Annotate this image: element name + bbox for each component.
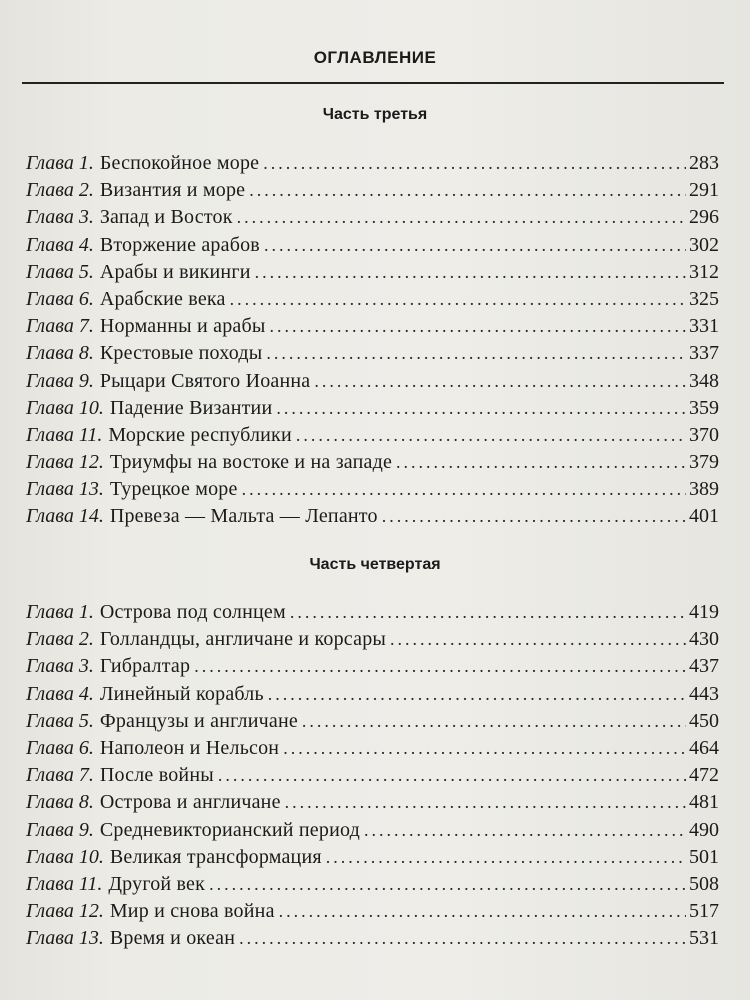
chapter-title: Французы и англичане: [99, 709, 298, 732]
chapter-label: Глава 7.: [26, 764, 94, 787]
chapter-label: Глава 13.: [26, 478, 104, 501]
chapter-title: Гибралтар: [99, 655, 191, 678]
dot-leader: [269, 313, 686, 340]
dot-leader: [194, 653, 686, 680]
chapter-label: Глава 14.: [26, 505, 104, 528]
chapter-title: Триумфы на востоке и на западе: [109, 451, 393, 474]
toc-entry[interactable]: [26, 395, 719, 422]
chapter-title: Другой век: [108, 872, 206, 895]
page-number: 490: [689, 818, 719, 841]
chapter-title: Вторжение арабов: [99, 233, 260, 256]
page-number: 481: [689, 791, 719, 814]
dot-leader: [209, 871, 686, 898]
chapter-label: Глава 8.: [26, 342, 94, 365]
chapter-label: Глава 9.: [26, 369, 94, 392]
toc-entry[interactable]: [26, 422, 719, 449]
page-number: 464: [689, 736, 719, 759]
chapter-title: Арабы и викинги: [99, 260, 251, 283]
chapter-title: Превеза — Мальта — Лепанто: [109, 505, 378, 528]
toc-entry[interactable]: [26, 681, 719, 708]
page-number: 325: [689, 287, 719, 310]
part-title: Часть третья: [322, 106, 428, 123]
chapter-label: Глава 1.: [26, 152, 94, 174]
chapter-title: Средневикторианский период: [99, 818, 360, 841]
page-number: 472: [689, 764, 719, 787]
dot-leader: [314, 368, 686, 395]
toc-entry[interactable]: [26, 599, 719, 626]
chapter-title: Падение Византии: [109, 396, 273, 419]
page-number: 401: [689, 505, 719, 528]
chapter-label: Глава 13.: [26, 927, 104, 950]
toc-entry[interactable]: [26, 503, 719, 530]
toc-entry[interactable]: [26, 340, 719, 367]
dot-leader: [237, 204, 686, 231]
chapter-title: Время и океан: [109, 927, 236, 950]
page-number: 296: [689, 206, 719, 229]
toc-entry[interactable]: [26, 177, 719, 204]
page-number: 508: [689, 872, 719, 895]
dot-leader: [326, 844, 686, 871]
chapter-label: Глава 3.: [26, 206, 94, 229]
dot-leader: [230, 286, 686, 313]
toc-entry[interactable]: [26, 817, 719, 844]
toc-entry[interactable]: [26, 925, 719, 952]
toc-entry[interactable]: [26, 476, 719, 503]
dot-leader: [239, 925, 686, 952]
dot-leader: [255, 259, 686, 286]
chapter-title: Острова и англичане: [99, 791, 281, 814]
page-number: 531: [689, 927, 719, 950]
chapter-label: Глава 5.: [26, 260, 94, 283]
chapter-title: После войны: [99, 764, 214, 787]
page-number: 370: [689, 423, 719, 446]
chapter-label: Глава 1.: [26, 601, 94, 623]
toc-entry[interactable]: [26, 204, 719, 231]
dot-leader: [263, 150, 686, 177]
toc-entry[interactable]: [26, 789, 719, 816]
toc-entry[interactable]: [26, 232, 719, 259]
chapter-label: Глава 6.: [26, 287, 94, 310]
page-number: 437: [689, 655, 719, 678]
toc-entry[interactable]: [26, 708, 719, 735]
chapter-title: Византия и море: [99, 179, 246, 202]
chapter-title: Норманны и арабы: [99, 315, 266, 338]
toc-entry[interactable]: [26, 735, 719, 762]
chapter-title: Голландцы, англичане и корсары: [99, 628, 387, 651]
chapter-label: Глава 11.: [26, 423, 103, 446]
page-number: 443: [689, 682, 719, 705]
chapter-label: Глава 4.: [26, 682, 94, 705]
chapter-label: Глава 3.: [26, 655, 94, 678]
toc-list-part-three: [26, 150, 719, 531]
dot-leader: [283, 735, 686, 762]
dot-leader: [290, 599, 686, 626]
page-number: 359: [689, 396, 719, 419]
chapter-label: Глава 11.: [26, 872, 103, 895]
toc-entry[interactable]: [26, 871, 719, 898]
toc-entry[interactable]: [26, 286, 719, 313]
chapter-title: Беспокойное море: [99, 152, 260, 174]
chapter-title: Великая трансформация: [109, 845, 322, 868]
running-head: ОГЛАВЛЕНИЕ: [313, 48, 437, 67]
chapter-label: Глава 4.: [26, 233, 94, 256]
chapter-label: Глава 6.: [26, 736, 94, 759]
chapter-title: Крестовые походы: [99, 342, 263, 365]
page-number: 450: [689, 709, 719, 732]
page-number: 331: [689, 315, 719, 338]
page-number: 517: [689, 900, 719, 923]
chapter-title: Морские республики: [108, 423, 292, 446]
chapter-title: Острова под солнцем: [99, 601, 286, 623]
dot-leader: [218, 762, 686, 789]
toc-entry[interactable]: [26, 150, 719, 177]
page-number: 337: [689, 342, 719, 365]
chapter-title: Турецкое море: [109, 478, 238, 501]
page-number: 302: [689, 233, 719, 256]
toc-entry[interactable]: [26, 368, 719, 395]
chapter-label: Глава 10.: [26, 845, 104, 868]
dot-leader: [268, 681, 686, 708]
dot-leader: [396, 449, 686, 476]
chapter-label: Глава 2.: [26, 628, 94, 651]
toc-entry[interactable]: [26, 259, 719, 286]
dot-leader: [266, 340, 686, 367]
chapter-label: Глава 5.: [26, 709, 94, 732]
chapter-title: Наполеон и Нельсон: [99, 736, 280, 759]
page-number: 283: [689, 152, 719, 174]
dot-leader: [285, 789, 686, 816]
page-number: 430: [689, 628, 719, 651]
chapter-label: Глава 12.: [26, 900, 104, 923]
dot-leader: [364, 817, 686, 844]
dot-leader: [264, 232, 686, 259]
page-number: 501: [689, 845, 719, 868]
dot-leader: [249, 177, 686, 204]
chapter-title: Рыцари Святого Иоанна: [99, 369, 311, 392]
page-number: 379: [689, 451, 719, 474]
dot-leader: [242, 476, 686, 503]
toc-entry[interactable]: [26, 898, 719, 925]
toc-entry[interactable]: [26, 762, 719, 789]
toc-entry[interactable]: [26, 449, 719, 476]
chapter-title: Арабские века: [99, 287, 226, 310]
dot-leader: [390, 626, 686, 653]
chapter-label: Глава 9.: [26, 818, 94, 841]
header-rule: [22, 82, 724, 84]
page-number: 348: [689, 369, 719, 392]
chapter-title: Мир и снова война: [109, 900, 275, 923]
page-number: 419: [689, 601, 719, 623]
dot-leader: [382, 503, 686, 530]
chapter-label: Глава 2.: [26, 179, 94, 202]
page-number: 291: [689, 179, 719, 202]
dot-leader: [276, 395, 686, 422]
chapter-label: Глава 10.: [26, 396, 104, 419]
toc-list-part-four: [26, 599, 719, 952]
page-number: 312: [689, 260, 719, 283]
toc-entry[interactable]: [26, 313, 719, 340]
chapter-label: Глава 12.: [26, 451, 104, 474]
page-number: 389: [689, 478, 719, 501]
chapter-label: Глава 7.: [26, 315, 94, 338]
toc-entry[interactable]: [26, 626, 719, 653]
toc-entry[interactable]: [26, 653, 719, 680]
dot-leader: [279, 898, 686, 925]
chapter-title: Линейный корабль: [99, 682, 264, 705]
dot-leader: [302, 708, 686, 735]
toc-entry[interactable]: [26, 844, 719, 871]
chapter-title: Запад и Восток: [99, 206, 233, 229]
dot-leader: [296, 422, 686, 449]
part-title: Часть четвертая: [309, 556, 441, 573]
chapter-label: Глава 8.: [26, 791, 94, 814]
